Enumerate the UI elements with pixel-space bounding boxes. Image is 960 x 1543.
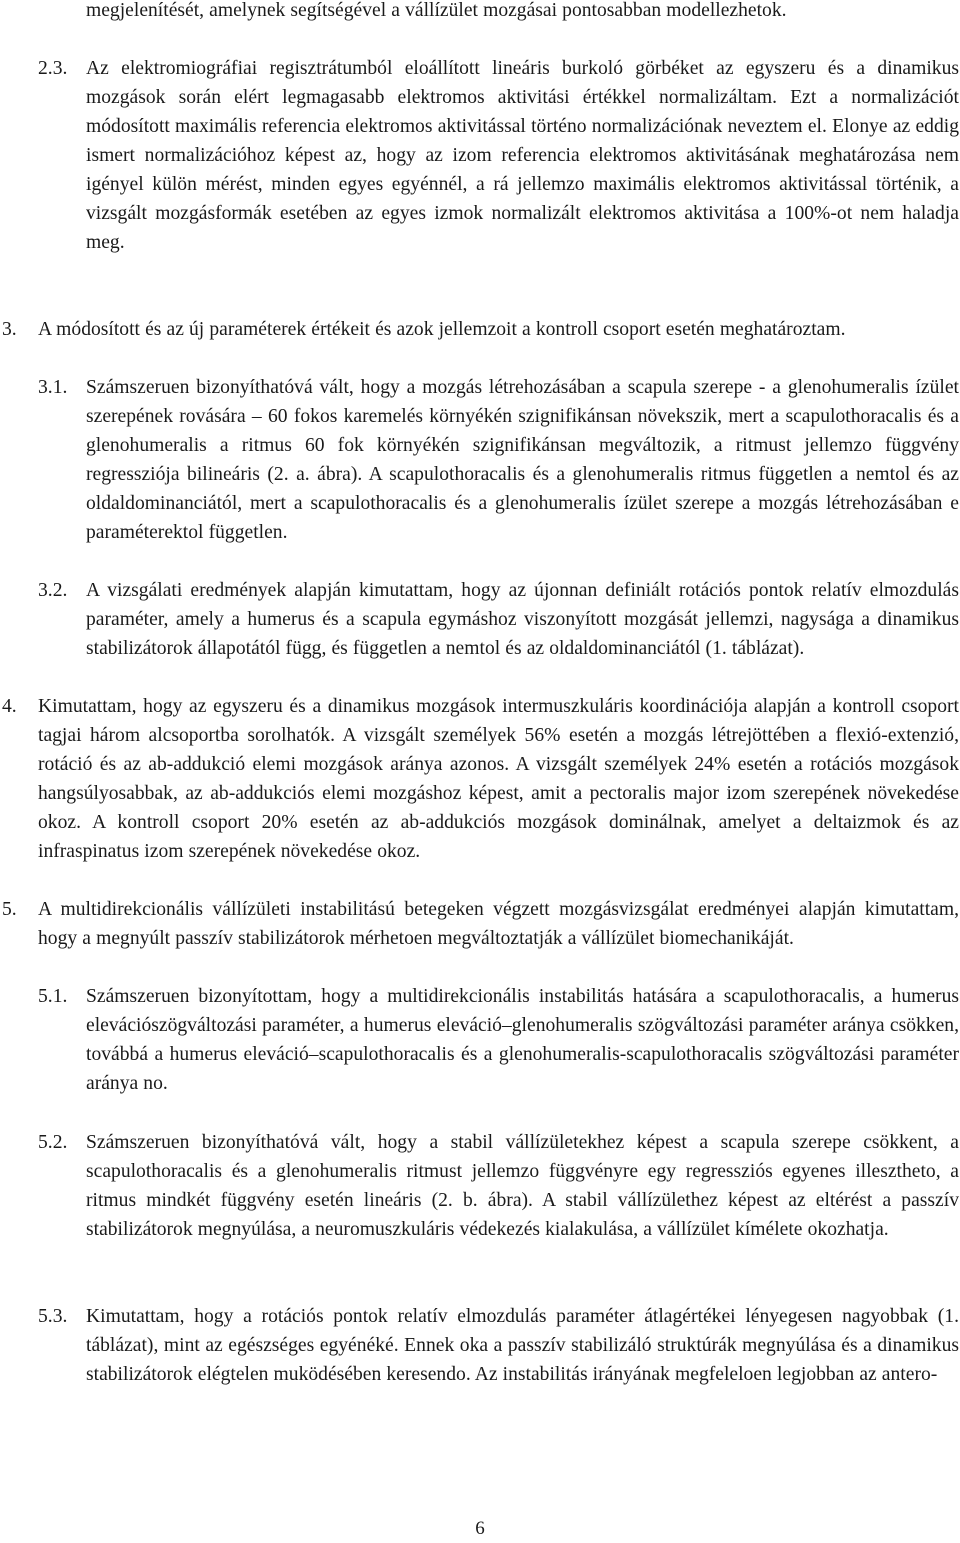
- item-5-1: [38, 982, 959, 1098]
- item-number: 4.: [2, 696, 17, 717]
- item-3: [2, 315, 959, 344]
- item-text: Az elektromiográfiai regisztrátumból eloállított lineáris burkoló görbéket az egyszeru és a dinamikus mozgások során elért legmagasabb elektromos aktivitási értékkel normalizáltam. Ezt a normalizációt módosított maximális referencia elektromos aktivitással történo normalizációnak neveztem el. Elonye az eddig ismert normalizációhoz képest az, hogy az izom referencia elektromos aktivitásának meghatározása nem igényel külön mérést, minden egyes egyénnél, a rá jellemzo maximális elektromos aktivitással történik, a vizsgált mozgásformák esetében az egyes izmok normalizált elektromos aktivitása a 100%-ot nem haladja meg.: [86, 58, 959, 253]
- item-number: 5.3.: [38, 1306, 68, 1327]
- item-text: Kimutattam, hogy a rotációs pontok relatív elmozdulás paraméter átlagértékei lényegesen nagyobbak (1. táblázat), mint az egészséges egyénéké. Ennek oka a passzív stabilizáló struktúrák megnyúlása és a dinamikus stabilizátorok elégtelen muködésében keresendo. Az instabilitás irányának megfeleloen legjobban az antero-: [86, 1306, 959, 1385]
- item-5-2: [38, 1128, 959, 1244]
- item-number: 5.1.: [38, 986, 68, 1007]
- item-number: 3.: [2, 319, 17, 340]
- item-2-3: [38, 54, 959, 257]
- item-text: megjelenítését, amelynek segítségével a vállízület mozgásai pontosabban modellezhetok.: [86, 0, 787, 21]
- page-number: 6: [475, 1518, 485, 1539]
- item-number: 2.3.: [38, 58, 68, 79]
- item-text: A módosított és az új paraméterek értékeit és azok jellemzoit a kontroll csoport esetén meghatároztam.: [38, 319, 846, 340]
- item-3-2: [38, 576, 959, 663]
- item-text: Számszeruen bizonyíthatóvá vált, hogy a stabil vállízületekhez képest a scapula szerepe csökkent, a scapulothoracalis és a glenohumeralis ritmust jellemzo függvényre egy regressziós egyenes illesztheto, a ritmus mindkét függvény esetén lineáris (2. b. ábra). A stabil vállízülethez képest az eltérést a passzív stabilizátorok megnyúlása, a neuromuszkuláris védekezés kialakulása, a vállízület kímélete okozhatja.: [86, 1132, 959, 1240]
- item-text: Számszeruen bizonyítottam, hogy a multidirekcionális instabilitás hatására a scapulothoracalis, a humerus elevációszögváltozási paraméter, a humerus eleváció–glenohumeralis szögváltozási paraméter aránya csökken, továbbá a humerus eleváció–scapulothoracalis és a glenohumeralis-scapulothoracalis szögváltozási paraméter aránya no.: [86, 986, 959, 1094]
- item-5: [2, 895, 959, 953]
- item-text: A multidirekcionális vállízületi instabilitású betegeken végzett mozgásvizsgálat eredményei alapján kimutattam, hogy a megnyúlt passzív stabilizátorok mérhetoen megváltoztatják a vállízület biomechanikáját.: [38, 899, 959, 949]
- item-number: 5.: [2, 899, 17, 920]
- item-3-1: [38, 373, 959, 547]
- item-number: 3.2.: [38, 580, 68, 601]
- item-text: Kimutattam, hogy az egyszeru és a dinamikus mozgások intermuszkuláris koordinációja alapján a kontroll csoport tagjai három alcsoportba sorolhatók. A vizsgált személyek 56% esetén a mozgás létrejöttében a flexió-extenzió, rotáció és az ab-addukció elemi mozgások aránya azonos. A vizsgált személyek 24% esetén a rotációs mozgások hangsúlyosabbak, az ab-addukciós elemi mozgáshoz képest, amit a pectoralis major izom szerepének növekedése okoz. A kontroll csoport 20% esetén az ab-addukciós mozgások dominálnak, amelyet a deltaizmok és az infraspinatus izom szerepének növekedése okoz.: [38, 696, 959, 862]
- paragraph-continuation: [86, 0, 959, 25]
- item-number: 3.1.: [38, 377, 68, 398]
- item-5-3: [38, 1302, 959, 1389]
- item-number: 5.2.: [38, 1132, 68, 1153]
- item-4: [2, 692, 959, 866]
- item-text: A vizsgálati eredmények alapján kimutattam, hogy az újonnan definiált rotációs pontok relatív elmozdulás paraméter, amely a humerus és a scapula egymáshoz viszonyított mozgását jellemzi, nagysága a dinamikus stabilizátorok állapotától függ, és független a nemtol és az oldaldominanciától (1. táblázat).: [86, 580, 959, 659]
- item-text: Számszeruen bizonyíthatóvá vált, hogy a mozgás létrehozásában a scapula szerepe - a glenohumeralis ízület szerepének rovására – 60 fokos karemelés környékén szignifikánsan növekszik, mert a scapulothoracalis és a glenohumeralis a ritmus 60 fok környékén szignifikánsan megváltozik, a ritmust jellemzo függvény regressziója bilineáris (2. a. ábra). A scapulothoracalis és a glenohumeralis ritmus független a nemtol és az oldaldominanciától, mert a scapulothoracalis és a glenohumeralis ízület szerepe a mozgás létrehozásában e paraméterektol független.: [86, 377, 959, 543]
